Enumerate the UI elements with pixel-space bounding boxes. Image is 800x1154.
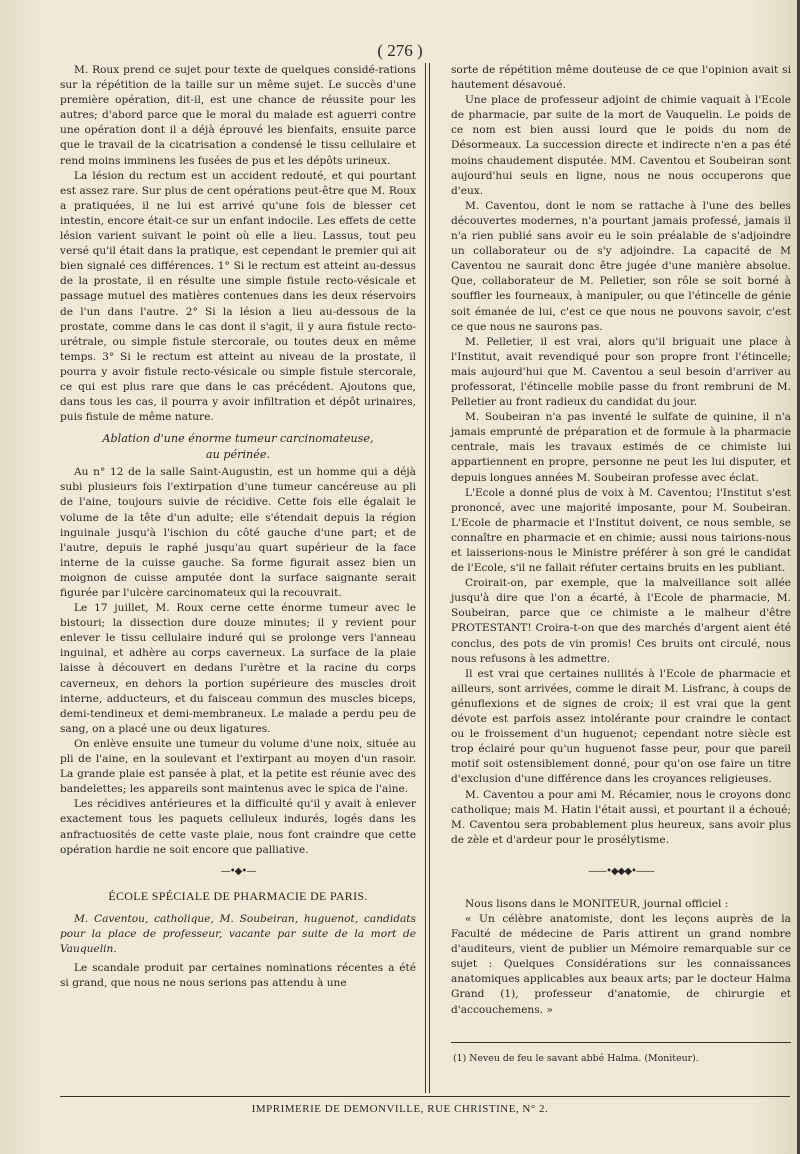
- paragraph: L'Ecole a donné plus de voix à M. Caventou; l'Institut s'est prononcé, avec une majorité imposante, pour M. Soubeiran. L'Ecole de pharmacie et l'Institut doivent, ce nous semble, se connaître en pharmacie et en chimie; aussi nous tairions-nous et laisserions-nous le Ministre préférer à son gré le candidat de l'Ecole, s'il ne fallait réfuter certains bruits en les publiant.: [451, 486, 791, 575]
- paragraph: Une place de professeur adjoint de chimie vaquait à l'Ecole de pharmacie, par suite de la mort de Vauquelin. Le poids de ce nom est bien aussi lourd que le poids du nom de Désormeaux. La succession directe et indirecte n'en a pas été moins chaudement disputée. MM. Caventou et Soubeiran sont aujourd'hui seuls en ligne, nous ne nous occuperons que d'eux.: [451, 94, 791, 197]
- right-column: [451, 63, 791, 1065]
- paragraph: Au n° 12 de la salle Saint-Augustin, est un homme qui a déjà subi plusieurs fois l'extirpation d'une tumeur cancéreuse au pli de l'aine, toujours suivie de récidive. Cette fois elle égalait le volume de la tête d'un adulte; elle s'étendait depuis la région inguinale jusqu'à l'ischion du côté gauche d'une part; et de l'autre, depuis le raphé jusqu'au quart supérieur de la face interne de la cuisse gauche. Sa forme figurait assez bien un moignon de cuisse amputée dont la surface saignante serait figurée par l'ulcère carcinomateux qui la recouvrait.: [60, 466, 416, 599]
- paragraph: Il est vrai que certaines nullités à l'Ecole de pharmacie et ailleurs, sont arrivées, comme le dirait M. Lisfranc, à coups de génuflexions et de signes de croix; il est vrai que la gent dévote est parfois assez intolérante pour craindre le contact ou le froissement d'un huguenot; cependant notre siècle est trop éclairé pour qu'un huguenot fasse peur, pour que pareil motif soit ostensiblement donné, pour qu'on ose faire un titre d'exclusion d'une différence dans les croyances religieuses.: [451, 667, 791, 786]
- moniteur-quote: « Un célèbre anatomiste, dont les leçons auprès de la Faculté de médecine de Paris attirent un grand nombre d'auditeurs, vient de publier un Mémoire remarquable sur ce sujet : Quelques Considérations sur les connaissances anatomiques applicables aux beaux arts; par le docteur Halma Grand (1), professeur d'anatomie, de chirurgie et d'accouchemens. »: [451, 912, 791, 1016]
- paragraph: M. Soubeiran n'a pas inventé le sulfate de quinine, il n'a jamais emprunté de préparation et de formule à la pharmacie centrale, mais les travaux estimés de ce chimiste lui appartiennent en propre, personne ne peut les lui disputer, et depuis longues années M. Soubeiran professe avec éclat.: [451, 411, 791, 484]
- paragraph: Le scandale produit par certaines nominations récentes a été si grand, que nous ne nous serions pas attendu à une: [60, 962, 416, 990]
- paragraph: M. Caventou a pour ami M. Récamier, nous le croyons donc catholique; mais M. Hatin l'était aussi, et pourtant il a échoué; M. Caventou sera probablement plus heureux, sans avoir plus de zèle et d'ardeur pour le prosélytisme.: [451, 788, 791, 846]
- article-subheading: [60, 431, 416, 462]
- moniteur-intro: Nous lisons dans le MONITEUR, journal officiel :: [465, 897, 729, 910]
- ornament-divider: ——•◆◆◆•——: [588, 865, 654, 877]
- footnote: (1) Neveu de feu le savant abbé Halma. (Moniteur).: [453, 1052, 699, 1064]
- column-divider: [425, 63, 426, 1093]
- column-divider-inner: [429, 63, 430, 1093]
- subheading-line: au périnée.: [205, 447, 271, 461]
- imprint-rule: [60, 1096, 790, 1097]
- paragraph: M. Roux prend ce sujet pour texte de quelques considé-rations sur la répétition de la taille sur un même sujet. Le succès d'une première opération, dit-il, est une chance de réussite pour les autres; d'abord parce que le moral du malade est aguerri contre une opération dont il a déjà éprouvé les bienfaits, ensuite parce que le travail de la cicatrisation a condensé le tissu cellulaire et rend moins imminens les fusées de pus et les dépôts urineux.: [60, 64, 416, 167]
- paragraph: Les récidives antérieures et la difficulté qu'il y avait à enlever exactement tous les paquets celluleux indurés, logés dans les anfractuosités de cette vaste plaie, nous font craindre que cette opération hardie ne soit encore que palliative.: [60, 798, 416, 856]
- page-number: ( 276 ): [377, 41, 423, 60]
- paragraph: M. Caventou, dont le nom se rattache à l'une des belles découvertes modernes, n'a pourtant jamais professé, jamais il n'a rien publié sans avoir eu le soin préalable de s'adjoindre un collaborateur ou de s'y adjoindre. La capacité de M Caventou ne saurait donc être jugée d'une manière absolue. Que, collaborateur de M. Pelletier, son rôle se soit borné à souffler les fourneaux, à manipuler, ou que l'étincelle de génie soit émanée de lui, c'est ce que nous ne pouvons savoir, c'est ce que nous ne saurons pas.: [451, 199, 791, 333]
- section-title: ÉCOLE SPÉCIALE DE PHARMACIE DE PARIS.: [108, 888, 368, 903]
- paragraph: M. Pelletier, il est vrai, alors qu'il briguait une place à l'Institut, avait revendiqué pour son propre front l'étincelle; mais aujourd'hui que M. Caventou a seul besoin d'arriver au professorat, l'étincelle mobile passe du front rembruni de M. Pelletier au front radieux du candidat du jour.: [451, 335, 791, 409]
- paragraph: Croirait-on, par exemple, que la malveillance soit allée jusqu'à dire que l'on a écarté, à l'Ecole de pharmacie, M. Soubeiran, parce que ce chimiste a le malheur d'être PROTESTANT! Croira-t-on que des marchés d'argent aient été conclus, des pots de vin promis! Ces bruits ont circulé, nous nous refusons à les admettre.: [451, 577, 791, 665]
- paragraph: La lésion du rectum est un accident redouté, et qui pourtant est assez rare. Sur plus de cent opérations peut-être que M. Roux a pratiquées, il ne lui est arrivé qu'une fois de blesser cet intestin, encore était-ce sur un enfant indocile. Les effets de cette lésion varient suivant le point où elle a lieu. Lassus, tout peu versé qu'il était dans la pratique, est cependant le premier qui ait bien signalé ces différences. 1° Si le rectum est atteint au-dessus de la prostate, il en résulte une simple fistule recto-vésicale et passage mutuel des matières contenues dans les deux réservoirs de l'un dans l'autre. 2° Si la lésion a lieu au-dessous de la prostate, comme dans le cas dont il s'agit, il y aura fistule recto-urétrale, ou simple fistule stercorale, ou toutes deux en même temps. 3° Si le rectum est atteint au niveau de la prostate, il pourra y avoir fistule recto-vésicale ou simple fistule stercorale, ce qui est plus rare que dans le cas précédent. Ajoutons que, dans tous les cas, il pourra y avoir infiltration et dépôt urinaires, puis fistule de même nature.: [60, 169, 416, 424]
- paragraph: sorte de répétition même douteuse de ce que l'opinion avait si hautement désavoué.: [451, 64, 791, 92]
- footnote-rule: [451, 1042, 791, 1043]
- paragraph: On enlève ensuite une tumeur du volume d'une noix, située au pli de l'aine, en la soulevant et l'extirpant au moyen d'un rasoir. La grande plaie est pansée à plat, et la petite est réunie avec des bandelettes; les appareils sont maintenus avec le spica de l'aine.: [60, 737, 416, 796]
- ornament-divider: —•◆•—: [220, 865, 256, 877]
- printer-imprint: IMPRIMERIE DE DEMONVILLE, RUE CHRISTINE, N° 2.: [251, 1103, 549, 1115]
- section-subtitle: M. Caventou, catholique, M. Soubeiran, huguenot, candidats pour la place de professeur, vacante par suite de la mort de Vauquelin.: [60, 912, 416, 955]
- paragraph: Le 17 juillet, M. Roux cerne cette énorme tumeur avec le bistouri; la dissection dure douze minutes; il y revient pour enlever le tissu cellulaire induré qui se prolonge vers l'anneau inguinal, et adhère au corps caverneux. La surface de la plaie laisse à découvert en dedans l'urètre et la racine du corps caverneux, en dehors la portion supérieure des muscles droit interne, adducteurs, et du faisceau commun des muscles biceps, demi-tendineux et demi-membraneux. Le malade a perdu peu de sang, on a placé une ou deux ligatures.: [60, 602, 416, 735]
- left-column: [60, 63, 416, 991]
- subheading-line: Ablation d'une énorme tumeur carcinomateuse,: [102, 432, 374, 446]
